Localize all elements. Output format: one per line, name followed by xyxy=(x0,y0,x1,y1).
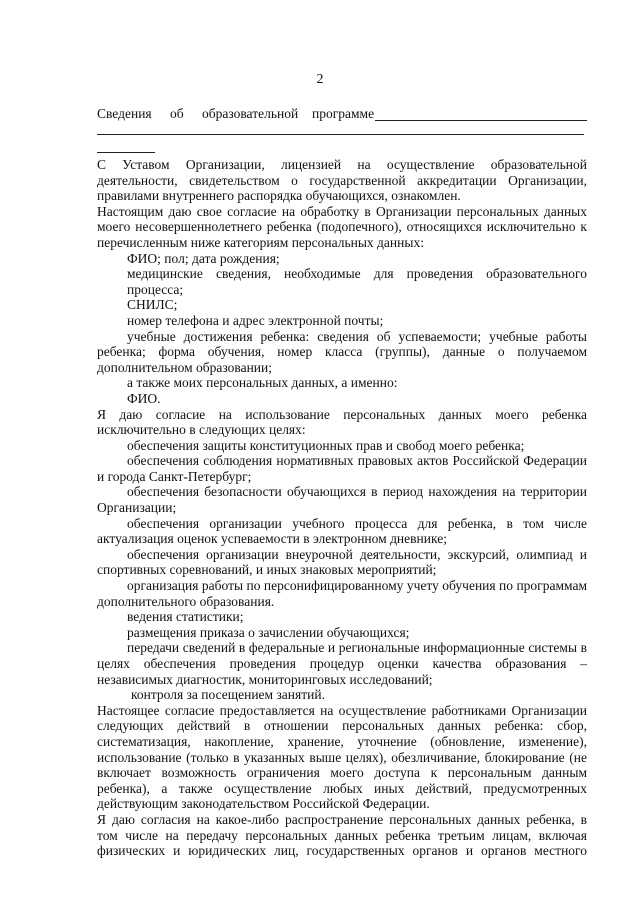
paragraph-distribution: Я даю согласия на какое-либо распространение персональных данных ребенка, в том числе на передачу персональных данных ребенка третьим лицам, включая физических и юридических лиц, государственных органов и органов местного xyxy=(97,811,587,859)
list-item-category: а также моих персональных данных, а именно: xyxy=(127,375,398,391)
short-rule xyxy=(97,152,155,153)
list-item-purpose: обеспечения организации внеурочной деятельности, экскурсий, олимпиад и спортивных соревнований, и иных знаковых мероприятий; xyxy=(97,546,587,578)
list-item-purpose: обеспечения безопасности обучающихся в период нахождения на территории Организации; xyxy=(97,484,587,516)
list-item-purpose: обеспечения организации учебного процесса для ребенка, в том числе актуализация оценок успеваемости в электронном дневнике; xyxy=(97,515,587,547)
program-line-word: образовательной xyxy=(202,106,299,121)
list-item-purpose: обеспечения защиты конституционных прав и свобод моего ребенка; xyxy=(127,437,525,453)
list-item-category: учебные достижения ребенка: сведения об успеваемости; учебные работы ребенка; форма обучения, номер класса (группы), данные о получаемом дополнительном образовании; xyxy=(97,328,587,375)
list-item-purpose: размещения приказа о зачислении обучающихся; xyxy=(127,624,410,640)
program-blank-line xyxy=(375,120,587,121)
paragraph-purposes-intro: Я даю согласие на использование персональных данных моего ребенка исключительно в следующих целях: xyxy=(97,406,587,438)
list-item-category: ФИО; пол; дата рождения; xyxy=(127,250,280,266)
program-line-word: об xyxy=(170,106,184,121)
list-item-purpose: ведения статистики; xyxy=(127,609,244,625)
list-item-category: номер телефона и адрес электронной почты; xyxy=(127,312,384,328)
program-line-word: Сведения xyxy=(97,106,152,121)
consent-body xyxy=(97,157,587,859)
list-item-purpose: контроля за посещением занятий. xyxy=(131,687,325,703)
program-line-word: программе xyxy=(312,106,375,121)
list-item-purpose: передачи сведений в федеральные и региональные информационные системы в целях обеспечения проведения процедур оценки качества образования – независимых диагностик, мониторинговых исследований; xyxy=(97,640,587,687)
paragraph-charter: С Уставом Организации, лицензией на осуществление образовательной деятельности, свидетельством о государственной аккредитации Организации, правилами внутреннего распорядка обучающихся, ознакомлен. xyxy=(97,157,587,204)
program-info-line xyxy=(97,106,587,124)
list-item-category: медицинские сведения, необходимые для проведения образовательного процесса; xyxy=(127,266,587,297)
list-item-purpose: обеспечения соблюдения нормативных правовых актов Российской Федерации и города Санкт-Петербург; xyxy=(97,453,587,484)
page-number: 2 xyxy=(316,72,324,87)
paragraph-actions: Настоящее согласие предоставляется на осуществление работниками Организации следующих действий в отношении персональных данных ребенка: сбор, систематизация, накопление, хранение, уточнение (обновление, изменение), использование (только в указанных выше целях), обезличивание, блокирование (не включает возможность ограничения моего доступа к персональным данным ребенка), а также осуществление любых иных действий, предусмотренных действующим законодательством Российской Федерации. xyxy=(97,702,587,812)
paragraph-consent-intro: Настоящим даю свое согласие на обработку в Организации персональных данных моего несовершеннолетнего ребенка (подопечного), относящихся исключительно к перечисленным ниже категориям персональных данных: xyxy=(97,203,587,250)
list-item-purpose: организация работы по персонифицированному учету обучения по программам дополнительного образования. xyxy=(97,578,587,609)
list-item-category: ФИО. xyxy=(127,390,161,406)
program-blank-line-2 xyxy=(97,134,584,135)
list-item-category: СНИЛС; xyxy=(127,297,178,313)
